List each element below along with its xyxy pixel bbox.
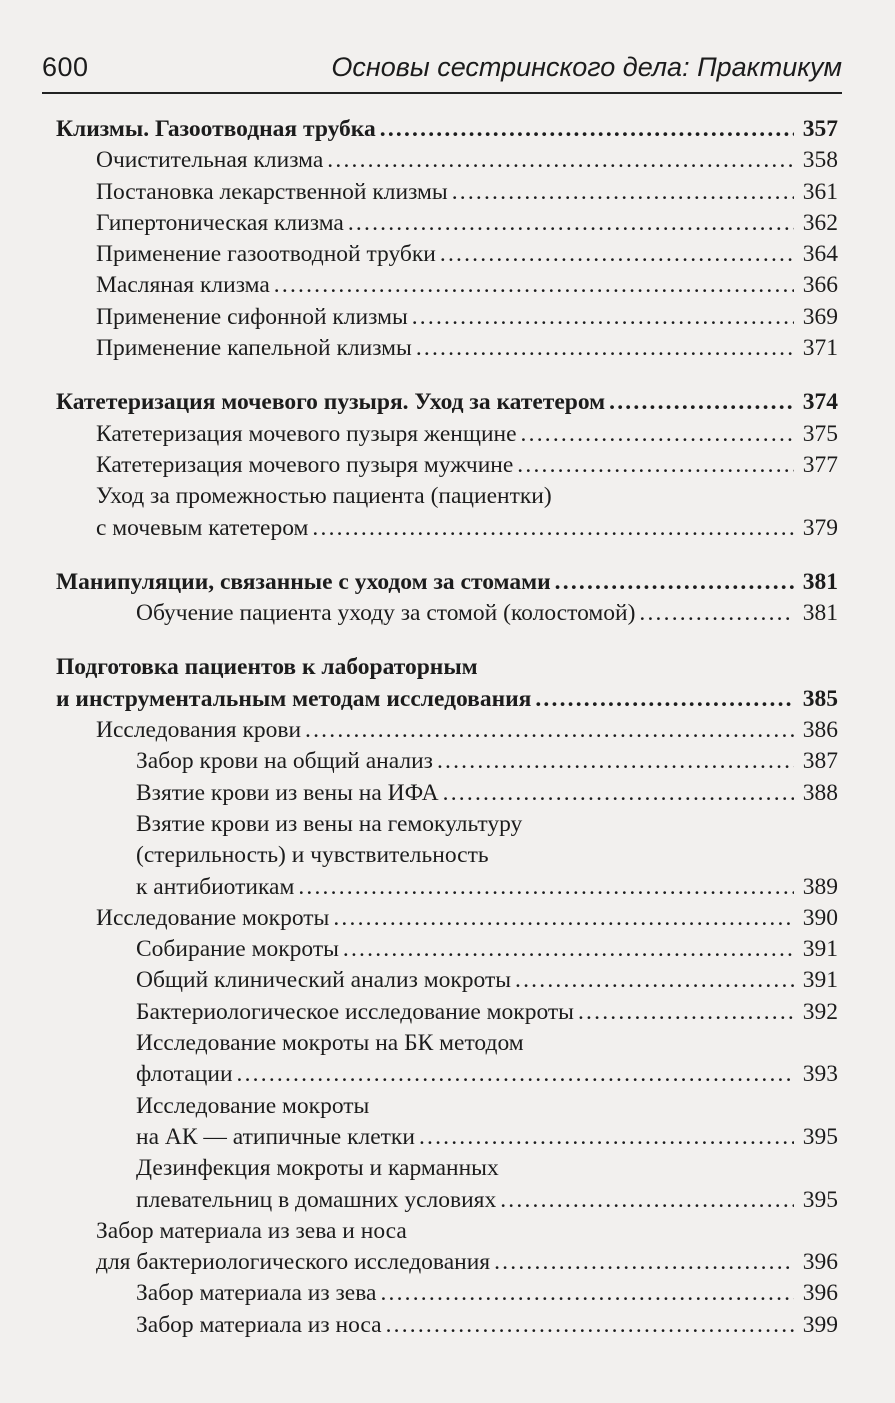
toc-entry — [56, 809, 838, 840]
dot-leader — [440, 239, 794, 270]
toc-page-number: 381 — [802, 568, 838, 595]
toc-page-number: 381 — [802, 600, 838, 627]
toc-section-entry — [56, 567, 838, 598]
toc-section-entry — [56, 652, 838, 683]
dot-leader — [500, 1185, 794, 1216]
toc-entry — [56, 145, 838, 176]
toc-entry-title: Катетеризация мочевого пузыря женщине — [96, 420, 517, 447]
toc-entry-title: Забор материала из зева — [136, 1280, 377, 1307]
toc-entry-title: Исследование мокроты — [96, 904, 330, 931]
dot-leader — [333, 903, 794, 934]
dot-leader — [515, 965, 794, 996]
toc-entry-title: Манипуляции, связанные с уходом за стомами — [56, 568, 551, 595]
section-gap — [56, 544, 838, 567]
toc-entry — [56, 333, 838, 364]
toc-entry — [56, 872, 838, 903]
toc-entry — [56, 419, 838, 450]
dot-leader — [437, 746, 794, 777]
dot-leader — [419, 1122, 794, 1153]
toc-entry-title: Масляная клизма — [96, 272, 270, 299]
section-gap — [56, 364, 838, 387]
toc-entry — [56, 1310, 838, 1341]
toc-entry-title: Гипертоническая клизма — [96, 209, 344, 236]
toc-page-number: 387 — [802, 748, 838, 775]
toc-page-number: 369 — [802, 303, 838, 330]
toc-page-number: 388 — [802, 779, 838, 806]
section-gap — [56, 629, 838, 652]
dot-leader — [274, 270, 794, 301]
toc-page-number: 375 — [802, 420, 838, 447]
toc-page-number: 391 — [802, 936, 838, 963]
dot-leader — [535, 684, 794, 715]
toc-entry-title: Клизмы. Газоотводная трубка — [56, 116, 376, 142]
toc-entry-title: Взятие крови из вены на гемокультуру — [136, 810, 523, 837]
toc-entry-title: Общий клинический анализ мокроты — [136, 967, 512, 994]
dot-leader — [578, 997, 794, 1028]
toc-section-entry — [56, 387, 838, 418]
dot-leader — [237, 1059, 794, 1090]
toc-page-number: 385 — [802, 685, 838, 712]
book-title: Основы сестринского дела: Практикум — [331, 52, 842, 82]
dot-leader — [452, 177, 794, 208]
toc-entry — [56, 965, 838, 996]
toc-entry — [56, 778, 838, 809]
toc-entry-title: к антибиотикам — [136, 873, 295, 900]
toc-page-number: 396 — [802, 1249, 838, 1276]
toc-entry-title: Собирание мокроты — [136, 936, 339, 963]
toc-page-number: 374 — [802, 389, 838, 416]
toc-entry — [56, 1216, 838, 1247]
toc-page-number: 377 — [802, 451, 838, 478]
toc-section-entry — [56, 114, 838, 145]
toc-entry — [56, 1091, 838, 1122]
toc-page-number: 396 — [802, 1280, 838, 1307]
toc-entry — [56, 934, 838, 965]
toc-page-number: 395 — [802, 1186, 838, 1213]
dot-leader — [343, 934, 794, 965]
toc-page-number: 393 — [802, 1061, 838, 1088]
toc-entry — [56, 481, 838, 512]
toc-entry — [56, 598, 838, 629]
toc-entry — [56, 997, 838, 1028]
toc-page-number: 371 — [802, 335, 838, 362]
toc-entry-title: Исследование мокроты на БК методом — [136, 1030, 524, 1057]
toc-entry-title: с мочевым катетером — [96, 514, 309, 541]
toc-entry — [56, 1028, 838, 1059]
toc-section-entry — [56, 684, 838, 715]
toc-page-number: 389 — [802, 873, 838, 900]
toc-entry-title: Забор материала из носа — [136, 1311, 382, 1338]
toc-entry-title: для бактериологического исследования — [96, 1249, 491, 1276]
toc-entry-title: Применение капельной клизмы — [96, 335, 412, 362]
toc-page-number: 366 — [802, 272, 838, 299]
toc-entry-title: Исследование мокроты — [136, 1092, 370, 1119]
toc-entry-title: Забор материала из зева и носа — [96, 1217, 407, 1244]
toc-entry-title: Взятие крови из вены на ИФА — [136, 779, 439, 806]
toc-entry — [56, 1122, 838, 1153]
toc-entry-title: Катетеризация мочевого пузыря. Уход за катетером — [56, 389, 606, 416]
toc-page-number: 399 — [802, 1311, 838, 1338]
toc-entry — [56, 1278, 838, 1309]
dot-leader — [555, 567, 794, 598]
toc-page-number: 392 — [802, 998, 838, 1025]
toc-entry-title: Применение сифонной клизмы — [96, 303, 408, 330]
dot-leader — [517, 450, 794, 481]
toc-page-number: 391 — [802, 967, 838, 994]
toc-entry — [56, 715, 838, 746]
dot-leader — [380, 1278, 794, 1309]
dot-leader — [305, 715, 794, 746]
toc-page-number: 364 — [802, 241, 838, 268]
toc-entry-title: Исследования крови — [96, 717, 302, 744]
toc-entry-title: Обучение пациента уходу за стомой (колостомой) — [136, 600, 636, 627]
toc-entry-title: Дезинфекция мокроты и карманных — [136, 1155, 499, 1182]
toc-entry-title: Катетеризация мочевого пузыря мужчине — [96, 451, 514, 478]
toc-entry — [56, 1153, 838, 1184]
toc-entry — [56, 840, 838, 871]
toc-entry-title: Бактериологическое исследование мокроты — [136, 998, 574, 1025]
dot-leader — [348, 208, 794, 239]
toc-page-number: 395 — [802, 1123, 838, 1150]
toc-page-number: 362 — [802, 209, 838, 236]
table-of-contents — [56, 114, 838, 1341]
toc-entry — [56, 746, 838, 777]
toc-entry-title: Подготовка пациентов к лабораторным — [56, 654, 478, 681]
toc-entry-title: Забор крови на общий анализ — [136, 748, 433, 775]
dot-leader — [380, 114, 794, 145]
toc-entry — [56, 302, 838, 333]
toc-entry-title: (стерильность) и чувствительность — [136, 842, 489, 869]
toc-entry-title: на АК — атипичные клетки — [136, 1123, 415, 1150]
toc-entry — [56, 208, 838, 239]
toc-entry — [56, 239, 838, 270]
toc-page-number: 357 — [802, 116, 838, 142]
dot-leader — [639, 598, 794, 629]
page-number: 600 — [42, 52, 89, 82]
dot-leader — [494, 1247, 794, 1278]
toc-entry-title: Постановка лекарственной клизмы — [96, 178, 448, 205]
toc-entry-title: Применение газоотводной трубки — [96, 241, 436, 268]
toc-entry-title: плевательниц в домашних условиях — [136, 1186, 497, 1213]
toc-entry — [56, 1059, 838, 1090]
dot-leader — [386, 1310, 794, 1341]
toc-entry-title: и инструментальным методам исследования — [56, 685, 532, 712]
dot-leader — [416, 333, 794, 364]
toc-page-number: 390 — [802, 904, 838, 931]
toc-entry — [56, 1247, 838, 1278]
toc-entry-title: флотации — [136, 1061, 233, 1088]
dot-leader — [412, 302, 794, 333]
toc-page-number: 379 — [802, 514, 838, 541]
toc-entry — [56, 450, 838, 481]
toc-entry — [56, 903, 838, 934]
toc-entry — [56, 270, 838, 301]
toc-page-number: 361 — [802, 178, 838, 205]
toc-entry-title: Уход за промежностью пациента (пациентки) — [96, 483, 552, 510]
dot-leader — [521, 419, 794, 450]
toc-page-number: 386 — [802, 717, 838, 744]
dot-leader — [312, 513, 794, 544]
page-header — [42, 48, 842, 94]
toc-entry — [56, 177, 838, 208]
toc-entry-title: Очистительная клизма — [96, 147, 324, 174]
toc-entry — [56, 513, 838, 544]
dot-leader — [443, 778, 794, 809]
toc-entry — [56, 1185, 838, 1216]
dot-leader — [327, 145, 794, 176]
dot-leader — [609, 387, 794, 418]
dot-leader — [298, 872, 794, 903]
toc-page-number: 358 — [802, 147, 838, 174]
